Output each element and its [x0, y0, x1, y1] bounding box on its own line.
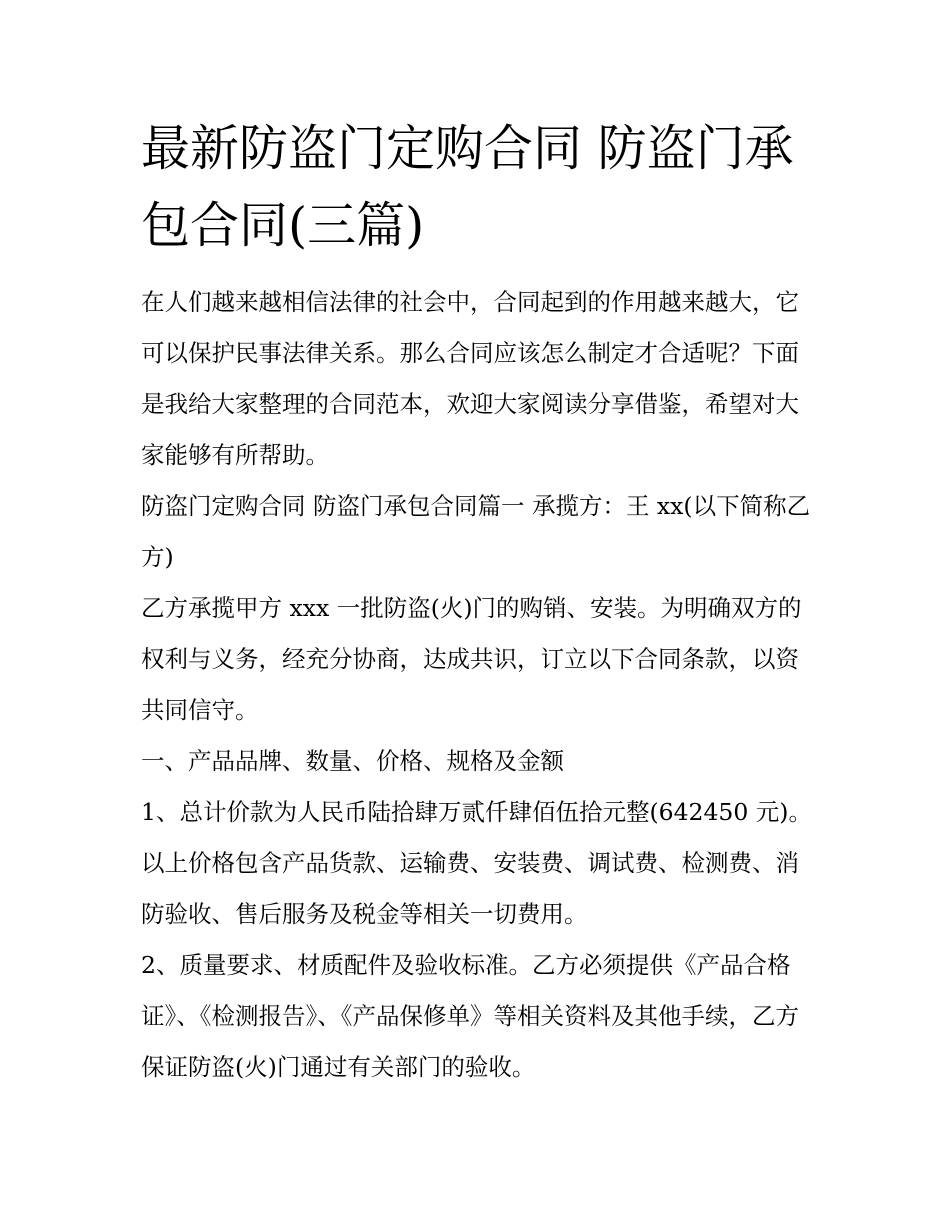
paragraph-scope: 乙方承揽甲方 xxx 一批防盗(火)门的购销、安装。为明确双方的权利与义务，经充分协商，达成共识，订立以下合同条款，以资共同信守。 — [141, 594, 802, 724]
title-spacer — [141, 264, 816, 277]
paragraph-contractor: 防盗门定购合同 防盗门承包合同篇一 承揽方：王 xx(以下简称乙方) — [141, 492, 811, 571]
paragraph-intro: 在人们越来越相信法律的社会中，合同起到的作用越来越大，它可以保护民事法律关系。那么合同应该怎么制定才合适呢？下面是我给大家整理的合同范本，欢迎大家阅读分享借鉴，希望对大家能够有所帮助。 — [141, 288, 799, 469]
clause-1-price: 1、总计价款为人民币陆拾肆万贰仟肆佰伍拾元整(642450 元)。以上价格包含产品货款、运输费、安装费、调试费、检测费、消防验收、售后服务及税金等相关一切费用。 — [141, 798, 812, 928]
document-title: 最新防盗门定购合同 防盗门承包合同(三篇) — [141, 120, 794, 254]
section-heading-product: 一、产品品牌、数量、价格、规格及金额 — [141, 747, 564, 775]
document-page — [141, 110, 816, 1093]
clause-2-quality: 2、质量要求、材质配件及验收标准。乙方必须提供《产品合格证》、《检测报告》、《产品保修单》等相关资料及其他手续，乙方保证防盗(火)门通过有关部门的验收。 — [141, 951, 799, 1081]
